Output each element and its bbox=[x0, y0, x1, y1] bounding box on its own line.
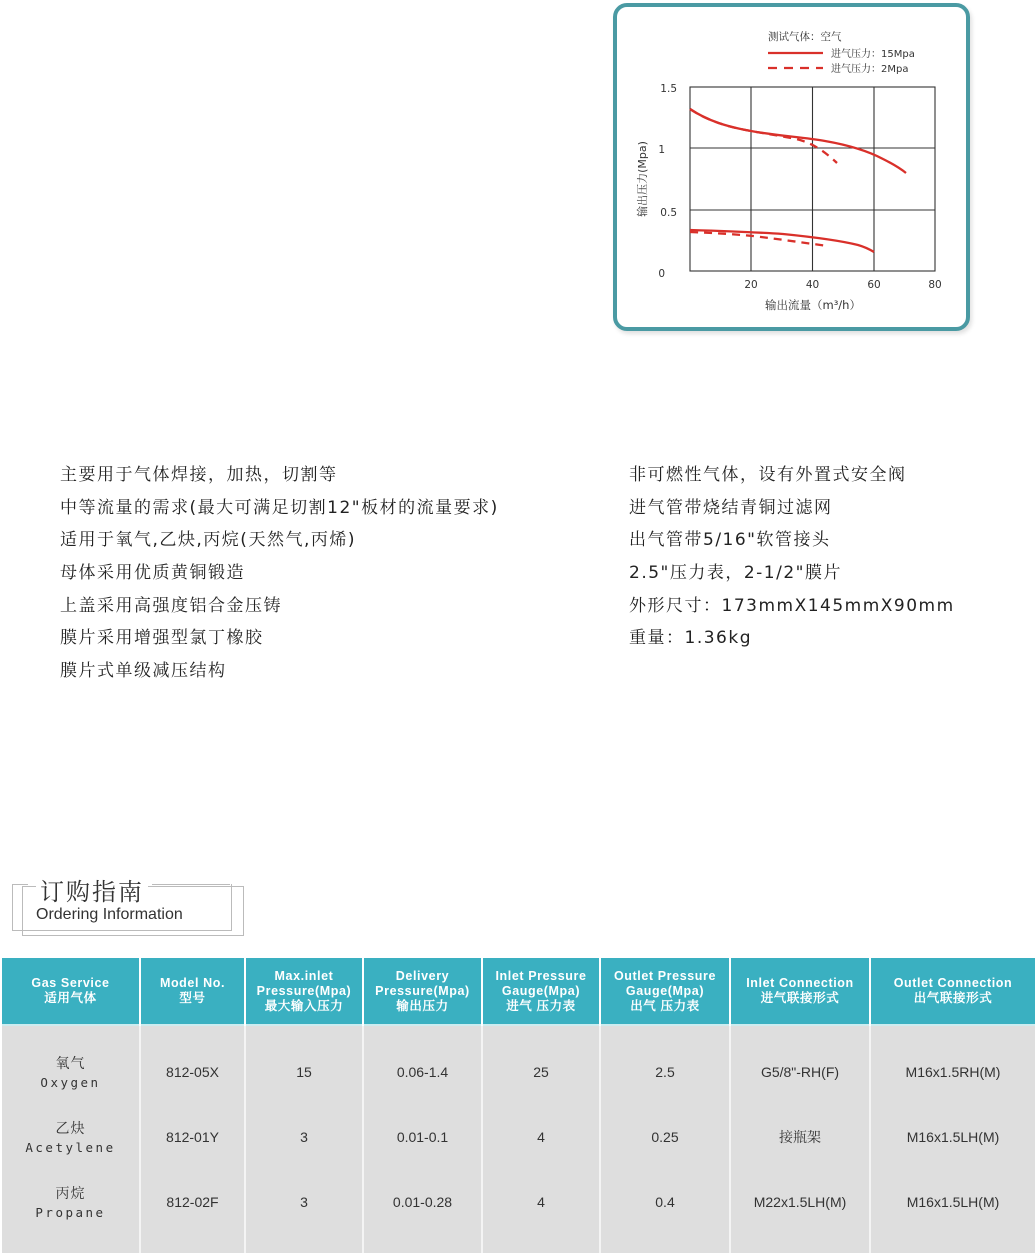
feature-item: 中等流量的需求(最大可满足切割12"板材的流量要求) bbox=[60, 497, 499, 518]
feature-item: 上盖采用高强度铝合金压铸 bbox=[60, 595, 282, 616]
flow-pressure-chart bbox=[613, 3, 970, 331]
table-header-row bbox=[2, 958, 1035, 1025]
cell-outlet-connection: M16x1.5LH(M) bbox=[870, 1104, 1035, 1169]
title-frame-line bbox=[152, 884, 230, 885]
column-header-max-inlet: Max.inlet Pressure(Mpa) 最大输入压力 bbox=[245, 958, 363, 1025]
x-axis-title: 输出流量（m³/h） bbox=[765, 298, 861, 312]
cell-gas: 丙烷 Propane bbox=[2, 1169, 140, 1253]
column-header-model: Model No. 型号 bbox=[140, 958, 245, 1025]
cell-max-inlet: 3 bbox=[245, 1104, 363, 1169]
column-header-delivery: Delivery Pressure(Mpa) 输出压力 bbox=[363, 958, 482, 1025]
cell-outlet-connection: M16x1.5RH(M) bbox=[870, 1025, 1035, 1104]
y-ticks bbox=[658, 83, 677, 280]
ordering-table bbox=[2, 958, 1035, 1253]
table-row bbox=[2, 1025, 1035, 1104]
cell-inlet-gauge: 4 bbox=[482, 1104, 600, 1169]
curve-2mpa-high bbox=[690, 109, 837, 163]
cell-inlet-gauge: 4 bbox=[482, 1169, 600, 1253]
feature-item: 非可燃性气体，设有外置式安全阀 bbox=[629, 465, 907, 485]
y-axis-title: 输出压力(Mpa) bbox=[636, 141, 649, 217]
legend-dashed-label: 进气压力：2Mpa bbox=[831, 64, 909, 75]
x-ticks bbox=[744, 279, 941, 291]
svg-text:1: 1 bbox=[658, 144, 665, 156]
svg-text:80: 80 bbox=[928, 279, 942, 291]
feature-item: 主要用于气体焊接，加热，切割等 bbox=[60, 465, 338, 485]
cell-outlet-gauge: 2.5 bbox=[600, 1025, 730, 1104]
feature-item: 重量：1.36kg bbox=[629, 628, 752, 649]
svg-text:0: 0 bbox=[658, 268, 665, 280]
title-frame-line bbox=[12, 884, 28, 885]
column-header-inlet-gauge: Inlet Pressure Gauge(Mpa) 进气 压力表 bbox=[482, 958, 600, 1025]
column-header-gas-service: Gas Service 适用气体 bbox=[2, 958, 140, 1025]
cell-delivery: 0.06-1.4 bbox=[363, 1025, 482, 1104]
svg-text:60: 60 bbox=[867, 279, 881, 291]
svg-text:1.5: 1.5 bbox=[660, 83, 677, 95]
column-header-inlet-connection: Inlet Connection 进气联接形式 bbox=[730, 958, 870, 1025]
cell-delivery: 0.01-0.1 bbox=[363, 1104, 482, 1169]
feature-item: 进气管带烧结青铜过滤网 bbox=[629, 497, 833, 518]
svg-text:20: 20 bbox=[744, 279, 758, 291]
cell-inlet-connection: 接瓶架 bbox=[730, 1104, 870, 1169]
cell-model: 812-02F bbox=[140, 1169, 245, 1253]
feature-item: 适用于氧气,乙炔,丙烷(天然气,丙烯) bbox=[60, 530, 356, 551]
feature-list-right bbox=[629, 460, 955, 656]
feature-item: 膜片式单级减压结构 bbox=[60, 661, 227, 682]
cell-outlet-gauge: 0.4 bbox=[600, 1169, 730, 1253]
feature-item: 外形尺寸：173mmX145mmX90mm bbox=[629, 595, 955, 616]
curve-15mpa-low bbox=[690, 230, 874, 252]
legend-header: 测试气体：空气 bbox=[768, 31, 842, 43]
cell-gas: 乙炔 Acetylene bbox=[2, 1104, 140, 1169]
cell-model: 812-05X bbox=[140, 1025, 245, 1104]
feature-item: 母体采用优质黄铜锻造 bbox=[60, 563, 245, 584]
cell-delivery: 0.01-0.28 bbox=[363, 1169, 482, 1253]
legend-solid-label: 进气压力：15Mpa bbox=[831, 49, 915, 60]
curve-2mpa-low bbox=[690, 232, 828, 246]
cell-inlet-connection: G5/8"-RH(F) bbox=[730, 1025, 870, 1104]
ordering-section-title bbox=[12, 874, 234, 936]
svg-text:0.5: 0.5 bbox=[660, 207, 677, 219]
cell-inlet-gauge: 25 bbox=[482, 1025, 600, 1104]
table-row bbox=[2, 1169, 1035, 1253]
cell-model: 812-01Y bbox=[140, 1104, 245, 1169]
plot-grid bbox=[690, 87, 935, 271]
column-header-outlet-connection: Outlet Connection 出气联接形式 bbox=[870, 958, 1035, 1025]
cell-inlet-connection: M22x1.5LH(M) bbox=[730, 1169, 870, 1253]
ordering-title-en: Ordering Information bbox=[36, 906, 183, 923]
feature-item: 膜片采用增强型氯丁橡胶 bbox=[60, 628, 264, 649]
cell-gas: 氧气 Oxygen bbox=[2, 1025, 140, 1104]
column-header-outlet-gauge: Outlet Pressure Gauge(Mpa) 出气 压力表 bbox=[600, 958, 730, 1025]
cell-outlet-gauge: 0.25 bbox=[600, 1104, 730, 1169]
svg-text:40: 40 bbox=[805, 279, 820, 291]
cell-outlet-connection: M16x1.5LH(M) bbox=[870, 1169, 1035, 1253]
cell-max-inlet: 3 bbox=[245, 1169, 363, 1253]
table-row bbox=[2, 1104, 1035, 1169]
feature-item: 出气管带5/16"软管接头 bbox=[629, 530, 831, 551]
feature-item: 2.5"压力表，2-1/2"膜片 bbox=[629, 563, 842, 584]
ordering-title-cn: 订购指南 bbox=[36, 872, 148, 907]
feature-list-left bbox=[60, 460, 499, 689]
cell-max-inlet: 15 bbox=[245, 1025, 363, 1104]
chart-svg bbox=[613, 3, 970, 331]
